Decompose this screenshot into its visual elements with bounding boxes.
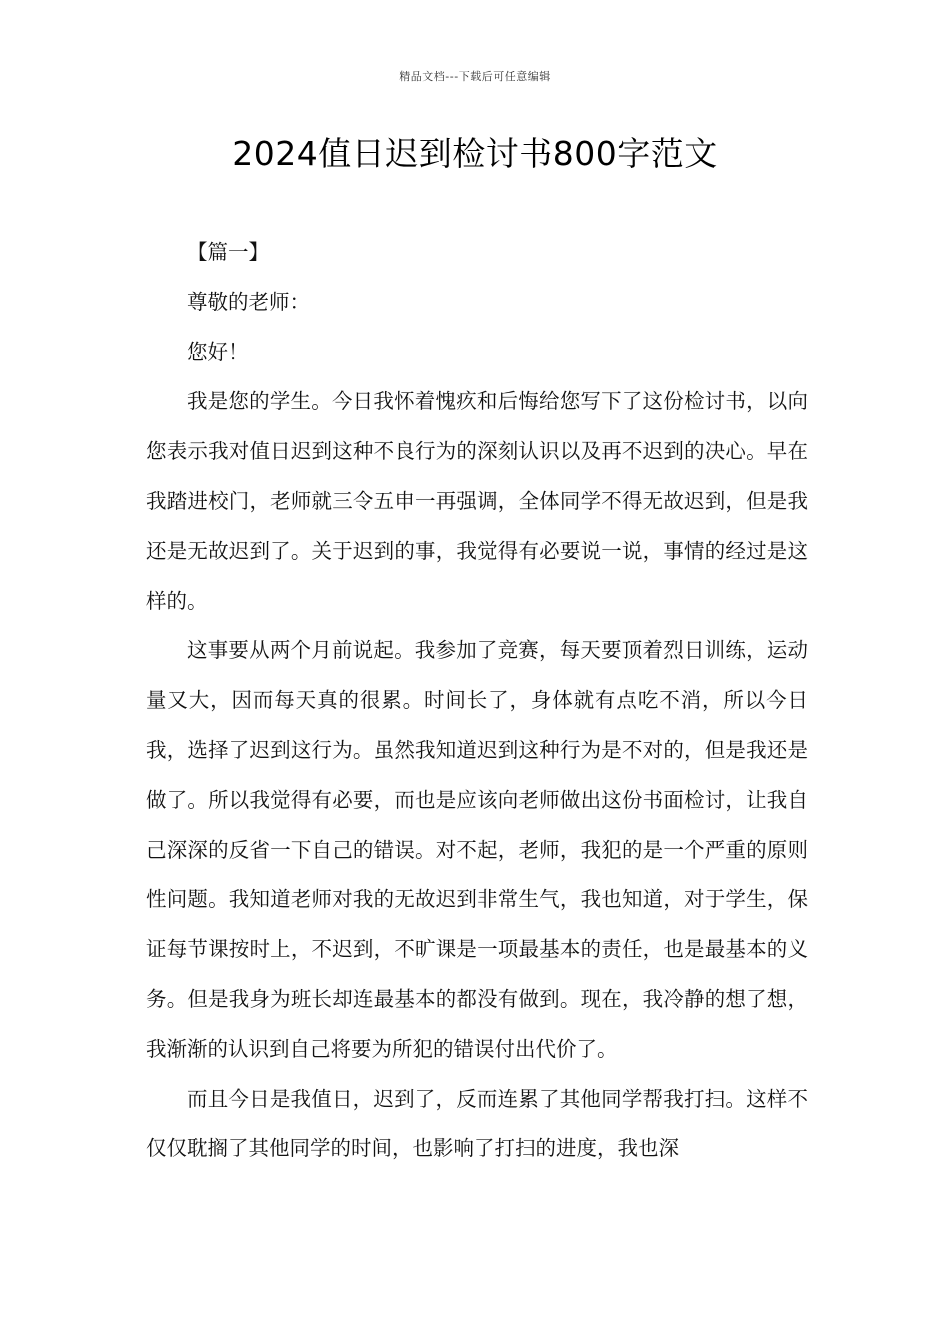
salutation: 尊敬的老师：	[187, 289, 310, 314]
document-body	[146, 228, 808, 1174]
body-paragraph: 我是您的学生。今日我怀着愧疚和后悔给您写下了这份检讨书，以向您表示我对值日迟到这种不良行为的深刻认识以及再不迟到的决心。早在我踏进校门，老师就三令五申一再强调，全体同学不得无故迟到，但是我还是无故迟到了。关于迟到的事，我觉得有必要说一说，事情的经过是这样的。	[146, 389, 808, 613]
document-title: 2024值日迟到检讨书800字范文	[232, 134, 718, 173]
body-paragraph: 而且今日是我值日，迟到了，反而连累了其他同学帮我打扫。这样不仅仅耽搁了其他同学的时间，也影响了打扫的进度，我也深	[146, 1086, 808, 1161]
header-note: 精品文档---下载后可任意编辑	[399, 70, 551, 83]
body-paragraph: 这事要从两个月前说起。我参加了竞赛，每天要顶着烈日训练，运动量又大，因而每天真的很累。时间长了，身体就有点吃不消，所以今日我，选择了迟到这行为。虽然我知道迟到这种行为是不对的，但是我还是做了。所以我觉得有必要，而也是应该向老师做出这份书面检讨，让我自己深深的反省一下自己的错误。对不起，老师，我犯的是一个严重的原则性问题。我知道老师对我的无故迟到非常生气，我也知道，对于学生，保证每节课按时上，不迟到，不旷课是一项最基本的责任，也是最基本的义务。但是我身为班长却连最基本的都没有做到。现在，我冷静的想了想，我渐渐的认识到自己将要为所犯的错误付出代价了。	[146, 638, 808, 1061]
section-heading: 【篇一】	[187, 240, 269, 264]
greeting: 您好！	[187, 339, 249, 364]
